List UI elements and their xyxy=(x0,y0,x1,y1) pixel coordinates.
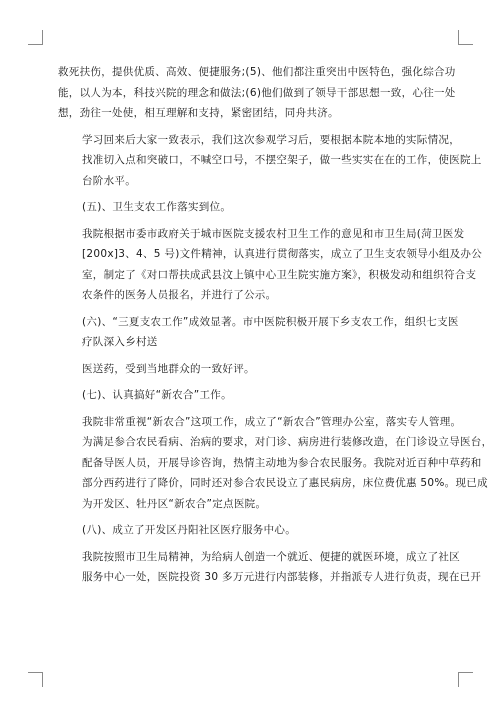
crop-mark-top-right xyxy=(458,30,473,45)
text-line: (六)、“三夏支农工作”成效显著。市中医院积极开展下乡支农工作，组织七支医 xyxy=(82,315,459,328)
paragraph xyxy=(58,62,456,124)
text-line: 为满足参合农民看病、治病的要求，对门诊、病房进行装修改造，在门诊设立导医台， xyxy=(82,436,493,448)
text-line: [200x]3、4、5 号)文件精神，认真进行贯彻落实，成立了卫生支农领导小组及办公 xyxy=(82,248,483,260)
text-line: (五)、卫生支农工作落实到位。 xyxy=(82,201,232,213)
text-line: 室，制定了《对口帮扶成武县汶上镇中心卫生院实施方案》，积极发动和组织符合支 xyxy=(82,268,477,281)
text-line: 我院非常重视“新农合”这项工作，成立了“新农合”管理办公室，落实专人管理。 xyxy=(82,415,462,428)
text-line: 台阶水平。 xyxy=(82,174,136,187)
paragraph xyxy=(58,385,444,406)
document-body xyxy=(58,62,493,594)
text-line: (七)、认真搞好“新农合”工作。 xyxy=(82,389,232,401)
crop-mark-top-left xyxy=(28,30,43,45)
paragraph xyxy=(58,520,444,541)
crop-mark-bottom-left xyxy=(28,672,43,687)
crop-mark-bottom-right xyxy=(458,672,473,687)
paragraph xyxy=(58,224,483,306)
text-line: 找准切入点和突破口，不喊空口号，不摆空架子，做一些实实在在的工作，使医院上 xyxy=(82,154,482,166)
paragraph xyxy=(58,412,493,515)
paragraph xyxy=(58,359,444,380)
text-line: 疗队深入乡村送 xyxy=(82,336,158,348)
text-line: 农条件的医务人员报名，并进行了公示。 xyxy=(82,289,277,301)
paragraph xyxy=(58,547,482,588)
paragraph xyxy=(58,130,482,192)
text-line: (八)、成立了开发区丹阳社区医疗服务中心。 xyxy=(82,524,296,536)
text-line: 服务中心一处，医院投资 30 多万元进行内部装修，并指派专人进行负责，现在已开 xyxy=(82,571,482,583)
text-line: 医送药，受到当地群众的一致好评。 xyxy=(82,362,255,375)
text-line: 我院根据市委市政府关于城市医院支援农村卫生工作的意见和市卫生局(菏卫医发 xyxy=(82,227,465,240)
text-line: 学习回来后大家一致表示，我们这次参观学习后，要根据本院本地的实际情况， xyxy=(82,133,460,146)
text-line: 想，劲往一处使，相互理解和支持，紧密团结，同舟共济。 xyxy=(58,107,339,119)
text-line: 配备导医人员，开展导诊咨询，热情主动地为参合农民服务。我院对近百种中草药和 xyxy=(82,456,482,469)
text-line: 我院按照市卫生局精神，为给病人创造一个就近、便捷的就医环境，成立了社区 xyxy=(82,550,460,563)
text-line: 为开发区、牡丹区“新农合”定点医院。 xyxy=(82,497,267,510)
text-line: 救死扶伤，提供优质、高效、便捷服务;(5)、他们都注重突出中医特色，强化综合功 xyxy=(58,66,456,78)
text-line: 能，以人为本，科技兴院的理念和做法;(6)他们做到了领导干部思想一致，心往一处 xyxy=(58,86,456,99)
paragraph xyxy=(58,312,459,353)
text-line: 部分西药进行了降价，同时还对参合农民设立了惠民病房，床位费优惠 50%。现已成 xyxy=(82,477,488,489)
paragraph xyxy=(58,197,444,218)
